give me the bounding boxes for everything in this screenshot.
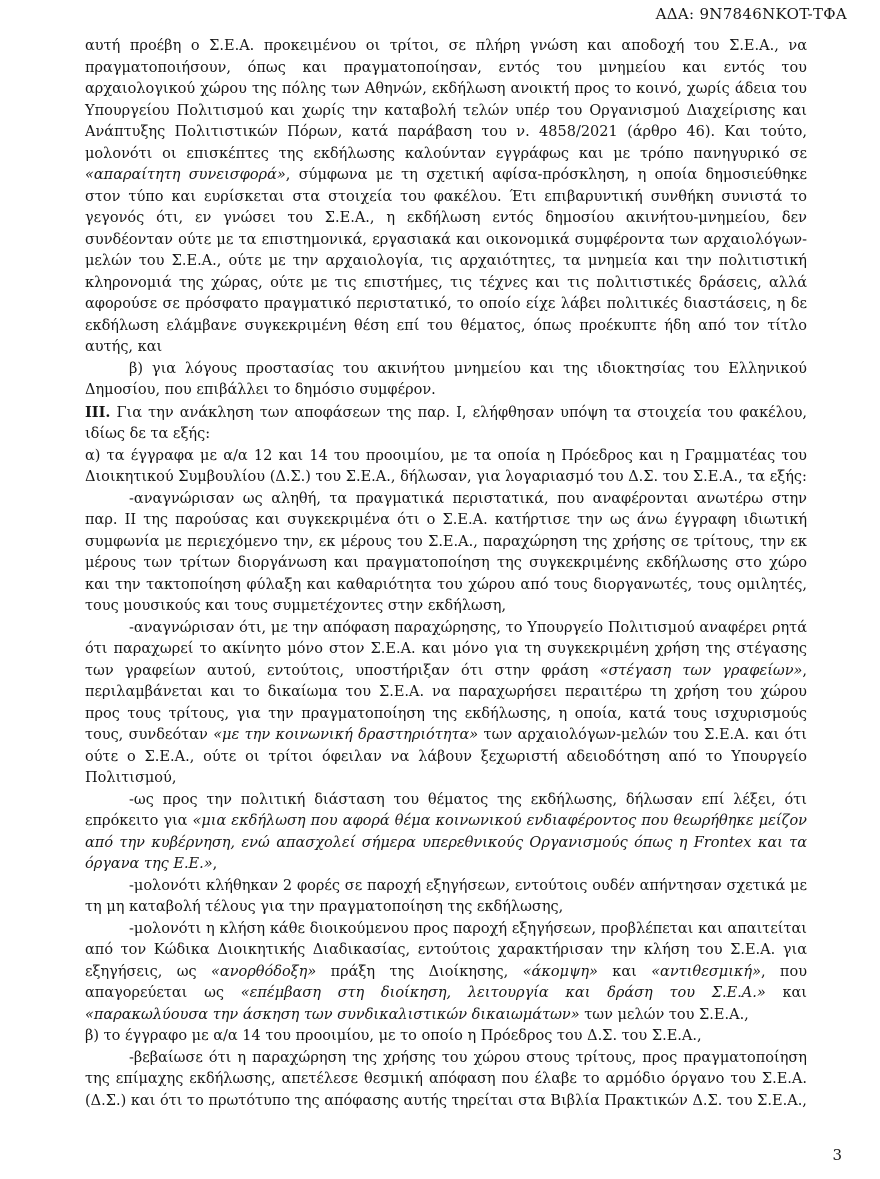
paragraph-bullet <box>85 876 807 919</box>
body-text: -μολονότι κλήθηκαν 2 φορές σε παροχή εξηγήσεων, εντούτοις ουδέν απήντησαν σχετικά με τη μη καταβολή τέλους για την πραγματοποίηση της εκδήλωσης, <box>85 877 807 915</box>
body-text: , σύμφωνα με τη σχετική αφίσα-πρόσκληση, η οποία δημοσιεύθηκε στον τύπο και ευρίσκεται στα στοιχεία του φακέλου. Έτι επιβαρυντική συνθήκη συνιστά το γεγονός ότι, εν γνώσει του Σ.Ε.Α., η εκδήλωση εντός δημοσίου ακινήτου-μνημείου, δεν συνδέονταν ούτε με τα επιστημονικά, εργασιακά και οικονομικά συμφέροντα των αρχαιολόγων-μελών του Σ.Ε.Α., ούτε με την αρχαιολογία, τις αρχαιότητες, τα μνημεία και την πολιτιστική κληρονομιά της χώρας, ούτε με τις επιστήμες, τις τέχνες και τις πολιτιστικές δράσεις, αλλά αφορούσε σε πρόσφατο πραγματικό περιστατικό, το οποίο είχε λάβει πολιτικές διαστάσεις, η δε εκδήλωση ελάμβανε συγκεκριμένη θέση επί του θέματος, όπως προέκυπτε ήδη από τον τίτλο αυτής, και <box>85 167 807 355</box>
body-text: , <box>212 856 218 872</box>
page-number: 3 <box>832 1146 842 1164</box>
ada-code-header: ΑΔΑ: 9N7846NKOT-ΤΦΑ <box>655 5 847 23</box>
body-text: α) τα έγγραφα με α/α 12 και 14 του προοιμίου, με τα οποία η Πρόεδρος και η Γραμματέας του Διοικητικού Συμβουλίου (Δ.Σ.) του Σ.Ε.Α., δήλωσαν, για λογαριασμό του Δ.Σ. του Σ.Ε.Α., τα εξής: <box>85 447 807 485</box>
body-text: των αρχαιολόγων-μελών του Σ.Ε.Α. και ότι ούτε ο Σ.Ε.Α., ούτε οι τρίτοι όφειλαν να λάβουν ξεχωριστή αδειοδότηση από το Υπουργείο Πολιτισμού, <box>85 727 807 786</box>
body-text: Για την ανάκληση των αποφάσεων της παρ. I, ελήφθησαν υπόψη τα στοιχεία του φακέλου, ιδίως δε τα εξής: <box>85 404 807 442</box>
quoted-italic-text: «απαραίτητη συνεισφορά» <box>85 167 286 183</box>
quoted-italic-text: «παρακωλύουσα την άσκηση των συνδικαλιστικών δικαιωμάτων» <box>85 1006 580 1023</box>
body-text: -μολονότι η κλήση κάθε διοικούμενου προς παροχή εξηγήσεων, προβλέπεται και απαιτείται από τον Κώδικα Διοικητικής Διαδικασίας, εντούτοις χαρακτήρισαν την κλήση του Σ.Ε.Α. για εξηγήσεις, ως <box>85 920 807 980</box>
body-text: -βεβαίωσε ότι η παραχώρηση της χρήσης του χώρου στους τρίτους, προς πραγματοποίηση της επίμαχης εκδήλωσης, απετέλεσε θεσμική απόφαση που έλαβε το αρμόδιο όργανο του Σ.Ε.Α. (Δ.Σ.) και ότι το πρωτότυπο της απόφασης αυτής τηρείται στα Βιβλία Πρακτικών Δ.Σ. του Σ.Ε.Α., <box>85 1049 807 1109</box>
quoted-italic-text: «αντιθεσμική» <box>651 963 761 980</box>
document-body <box>85 36 807 1112</box>
body-text: , που απαγορεύεται ως <box>85 963 808 1001</box>
quoted-italic-text: «μια εκδήλωση που αφορά θέμα κοινωνικού ενδιαφέροντος που θεωρήθηκε μείζον από την κυβέρνηση, ενώ απασχολεί σήμερα υπερεθνικούς Οργανισμούς όπως η Frontex και τα όργανα της Ε.Ε.» <box>85 813 807 872</box>
body-text: και <box>597 963 652 980</box>
paragraph-bullet <box>85 618 807 790</box>
paragraph-bullet <box>85 489 807 618</box>
paragraph-item-beta-2 <box>85 1026 807 1048</box>
paragraph-bullet <box>85 1048 807 1113</box>
paragraph-section-iii <box>85 402 807 446</box>
quoted-italic-text: «στέγαση των γραφείων» <box>599 662 803 679</box>
quoted-italic-text: «με την κοινωνική δραστηριότητα» <box>213 727 479 743</box>
paragraph-item-alpha <box>85 446 807 489</box>
quoted-italic-text: «ανορθόδοξη» <box>211 963 317 980</box>
bold-text: III. <box>85 403 111 421</box>
quoted-italic-text: «επέμβαση στη διοίκηση, λειτουργία και δράση του Σ.Ε.Α.» <box>240 985 766 1001</box>
body-text: -αναγνώρισαν ότι, με την απόφαση παραχώρησης, το Υπουργείο Πολιτισμού αναφέρει ρητά ότι παραχωρεί το ακίνητο μόνο στον Σ.Ε.Α. και μόνο για τη συγκεκριμένη χρήση της στέγασης των γραφείων αυτού, εντούτοις, υποστήριξαν ότι στην φράση <box>85 619 807 679</box>
body-text: αυτή προέβη ο Σ.Ε.Α. προκειμένου οι τρίτοι, σε πλήρη γνώση και αποδοχή του Σ.Ε.Α., να πραγματοποιήσουν, όπως και πραγματοποίησαν, εντός του μνημείου και εντός του αρχαιολογικού χώρου της πόλης των Αθηνών, εκδήλωση ανοικτή προς το κοινό, χωρίς άδεια του Υπουργείου Πολιτισμού και χωρίς την καταβολή τελών υπέρ του Οργανισμού Διαχείρισης και Ανάπτυξης Πολιτιστικών Πόρων, κατά παράβαση του ν. 4858/2021 (άρθρο 46). Και τούτο, μολονότι οι επισκέπτες της εκδήλωσης καλούνταν εγγράφως και με τρόπο πανηγυρικό σε <box>85 38 807 162</box>
paragraph-bullet <box>85 790 807 876</box>
body-text: , περιλαμβάνεται και το δικαίωμα του Σ.Ε.Α. να παραχωρήσει περαιτέρω τη χρήση του χώρου προς τους τρίτους, για την πραγματοποίηση της εκδήλωσης, η οποία, κατά τους ισχυρισμούς τους, συνδεόταν <box>85 662 807 743</box>
body-text: και <box>765 985 807 1001</box>
body-text: -αναγνώρισαν ως αληθή, τα πραγματικά περιστατικά, που αναφέρονται ανωτέρω στην παρ. II της παρούσας και συγκεκριμένα ότι ο Σ.Ε.Α. κατήρτισε την ως άνω έγγραφη ιδιωτική συμφωνία με περιεχόμενο την, εκ μέρους του Σ.Ε.Α., παραχώρηση της χρήσης σε τρίτους, την εκ μέρους των τρίτων διοργάνωση και πραγματοποίηση της συγκεκριμένης εκδήλωσης στο χώρο και την τακτοποίηση φύλαξη και καθαριότητα του χώρου από τους διοργανωτές, τους ομιλητές, τους μουσικούς και τους συμμετέχοντες στην εκδήλωση, <box>85 490 807 614</box>
body-text: των μελών του Σ.Ε.Α., <box>579 1006 749 1023</box>
quoted-italic-text: «άκομψη» <box>522 963 598 980</box>
body-text: β) το έγγραφο με α/α 14 του προοιμίου, με το οποίο η Πρόεδρος του Δ.Σ. του Σ.Ε.Α., <box>85 1028 702 1044</box>
paragraph-continuation <box>85 36 807 359</box>
body-text: β) για λόγους προστασίας του ακινήτου μνημείου και της ιδιοκτησίας του Ελληνικού Δημοσίου, που επιβάλλει το δημόσιο συμφέρον. <box>85 360 807 398</box>
body-text: πράξη της Διοίκησης, <box>316 963 523 980</box>
paragraph-item-beta <box>85 359 807 402</box>
paragraph-bullet <box>85 919 807 1027</box>
body-text: -ως προς την πολιτική διάσταση του θέματος της εκδήλωσης, δήλωσαν επί λέξει, ότι επρόκειτο για <box>85 791 807 829</box>
